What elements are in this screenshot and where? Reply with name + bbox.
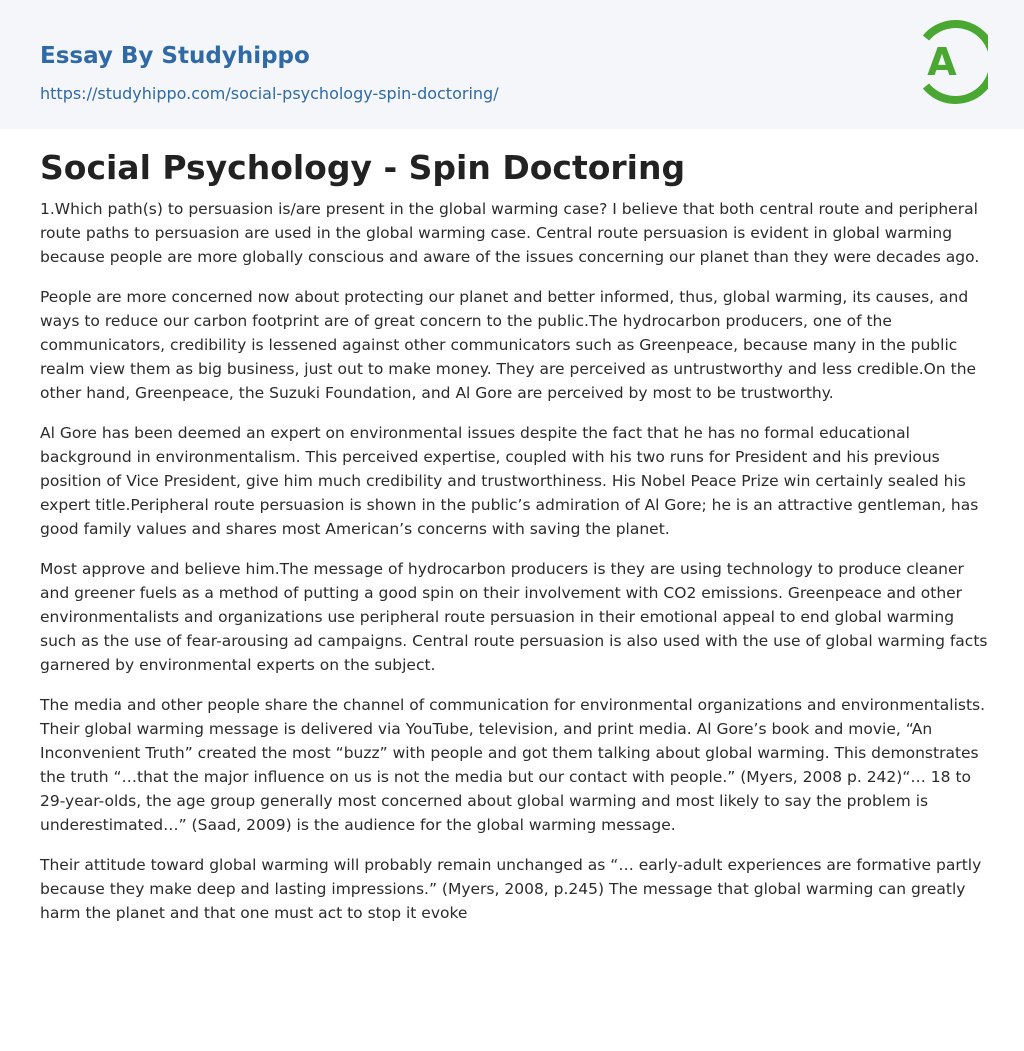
essay-paragraph-6: Their attitude toward global warming will probably remain unchanged as “… early-adult experiences are formative partly because they make deep and lasting impressions.” (Myers, 2008, p.245) The message that global warming can greatly harm the planet and that one must act to stop it evoke bbox=[40, 856, 982, 922]
essay-paragraph-5: The media and other people share the channel of communication for environmental organizations and environmentalists. Their global warming message is delivered via YouTube, television, and print media. Al Gore’s book and movie, “An Inconvenient Truth” created the most “buzz” with people and got them talking about global warming. This demonstrates the truth “…that the major influence on us is not the media but our contact with people.” (Myers, 2008 p. 242)“… 18 to 29-year-olds, the age group generally most concerned about global warming and most likely to say the problem is underestimated…” (Saad, 2009) is the audience for the global warming message. bbox=[40, 696, 986, 834]
essay-paragraph-3: Al Gore has been deemed an expert on environmental issues despite the fact that he has no formal educational background in environmentalism. This perceived expertise, coupled with his two runs for President and his previous position of Vice President, give him much credibility and trustworthiness. His Nobel Peace Prize win certainly sealed his expert title.Peripheral route persuasion is shown in the public’s admiration of Al Gore; he is an attractive gentleman, has good family values and shares most American’s concerns with saving the planet. bbox=[40, 424, 979, 538]
brand-title: Essay By Studyhippo bbox=[40, 43, 310, 69]
essay-content bbox=[40, 146, 988, 941]
essay-paragraph-1: 1.Which path(s) to persuasion is/are present in the global warming case? I believe that both central route and peripheral route paths to persuasion are used in the global warming case. Central route persuasion is evident in global warming because people are more globally conscious and aware of the issues concerning our planet than they were decades ago. bbox=[40, 200, 980, 266]
page-title: Social Psychology - Spin Doctoring bbox=[40, 148, 686, 187]
essay-paragraph-4: Most approve and believe him.The message of hydrocarbon producers is they are using technology to produce cleaner and greener fuels as a method of putting a good spin on their involvement with CO2 emissions. Greenpeace and other environmentalists and organizations use peripheral route persuasion in their emotional appeal to end global warming such as the use of fear-arousing ad campaigns. Central route persuasion is also used with the use of global warming facts garnered by environmental experts on the subject. bbox=[40, 560, 988, 674]
page-header bbox=[0, 0, 1024, 129]
studyhippo-logo-icon[interactable] bbox=[910, 18, 988, 106]
essay-paragraph-2: People are more concerned now about protecting our planet and better informed, thus, global warming, its causes, and ways to reduce our carbon footprint are of great concern to the public.The hydrocarbon producers, one of the communicators, credibility is lessened against other communicators such as Greenpeace, because many in the public realm view them as big business, just out to make money. They are perceived as untrustworthy and less credible.On the other hand, Greenpeace, the Suzuki Foundation, and Al Gore are perceived by most to be trustworthy. bbox=[40, 288, 977, 402]
logo-letter: A bbox=[927, 40, 957, 84]
source-url-link[interactable]: https://studyhippo.com/social-psychology-spin-doctoring/ bbox=[40, 84, 499, 103]
